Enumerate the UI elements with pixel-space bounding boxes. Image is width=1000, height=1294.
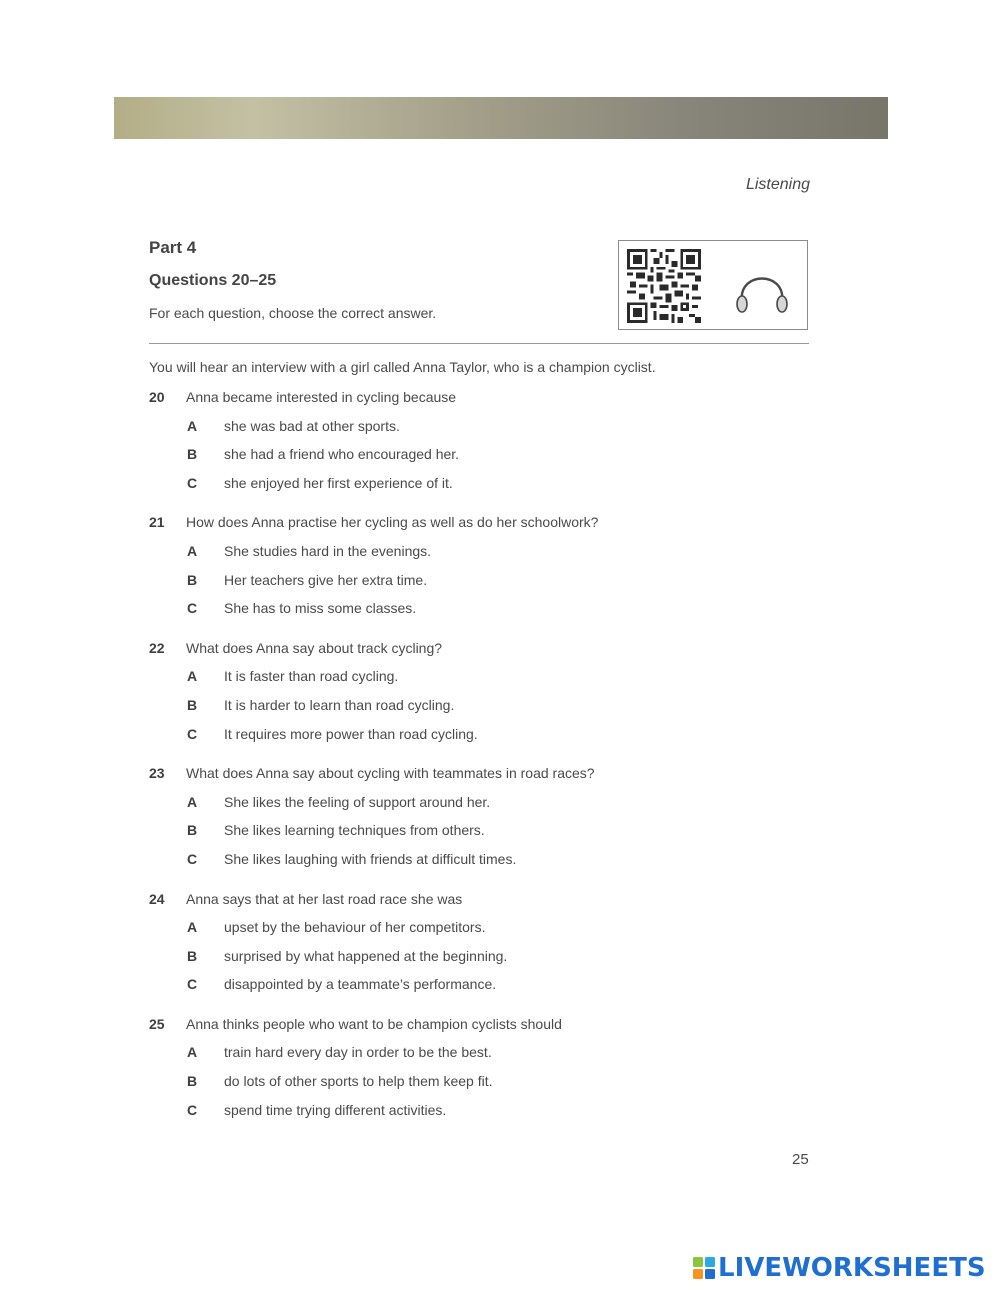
- answer-option[interactable]: [149, 697, 809, 726]
- question-25: [149, 1016, 809, 1130]
- liveworksheets-logo[interactable]: [693, 1255, 986, 1281]
- question-text: What does Anna say about track cycling?: [186, 639, 443, 656]
- option-letter: B: [187, 696, 198, 713]
- option-letter: A: [187, 417, 198, 434]
- answer-option[interactable]: [149, 1102, 809, 1131]
- question-24: [149, 891, 809, 1005]
- option-text: disappointed by a teammate’s performance.: [224, 976, 497, 993]
- option-text: train hard every day in order to be the best.: [224, 1044, 492, 1061]
- question-list: [149, 389, 809, 1141]
- audio-media-box: [618, 240, 808, 330]
- option-letter: A: [187, 1044, 198, 1061]
- qr-code-icon[interactable]: [627, 249, 701, 323]
- option-text: she enjoyed her first experience of it.: [224, 474, 453, 491]
- question-text: What does Anna say about cycling with teammates in road races?: [186, 765, 595, 782]
- option-letter: B: [187, 446, 198, 463]
- answer-option[interactable]: [149, 726, 809, 755]
- answer-option[interactable]: [149, 822, 809, 851]
- question-number: 24: [149, 890, 165, 907]
- answer-option[interactable]: [149, 668, 809, 697]
- header-band: [114, 97, 888, 139]
- intro-text: You will hear an interview with a girl called Anna Taylor, who is a champion cyclist.: [149, 359, 656, 375]
- option-letter: A: [187, 793, 198, 810]
- option-letter: B: [187, 571, 198, 588]
- option-text: It requires more power than road cycling.: [224, 725, 478, 742]
- option-text: surprised by what happened at the beginning.: [224, 947, 508, 964]
- liveworksheets-mark-icon: [693, 1257, 715, 1279]
- question-text: How does Anna practise her cycling as well as do her schoolwork?: [186, 514, 599, 531]
- option-text: She likes laughing with friends at difficult times.: [224, 850, 517, 867]
- question-number: 20: [149, 389, 165, 405]
- answer-option[interactable]: [149, 446, 809, 475]
- option-text: she was bad at other sports.: [224, 417, 400, 434]
- option-letter: C: [187, 725, 198, 742]
- option-text: She has to miss some classes.: [224, 600, 417, 617]
- option-letter: C: [187, 600, 198, 617]
- option-letter: A: [187, 919, 198, 936]
- question-23: [149, 765, 809, 879]
- answer-option[interactable]: [149, 851, 809, 880]
- section-divider: [149, 343, 809, 344]
- option-text: spend time trying different activities.: [224, 1101, 447, 1118]
- answer-option[interactable]: [149, 1073, 809, 1102]
- option-letter: A: [187, 542, 198, 559]
- option-letter: B: [187, 822, 198, 839]
- option-letter: C: [187, 1101, 198, 1118]
- answer-option[interactable]: [149, 948, 809, 977]
- option-letter: A: [187, 668, 198, 685]
- section-label: Listening: [745, 176, 810, 193]
- question-number: 22: [149, 639, 165, 656]
- option-text: she had a friend who encouraged her.: [224, 446, 460, 463]
- option-text: She studies hard in the evenings.: [224, 542, 432, 559]
- answer-option[interactable]: [149, 600, 809, 629]
- question-number: 23: [149, 765, 165, 782]
- option-letter: C: [187, 474, 198, 491]
- option-letter: C: [187, 850, 198, 867]
- question-text: Anna says that at her last road race she was: [186, 890, 463, 907]
- option-text: It is faster than road cycling.: [224, 668, 399, 685]
- answer-option[interactable]: [149, 976, 809, 1005]
- option-text: She likes the feeling of support around her.: [224, 793, 491, 810]
- answer-option[interactable]: [149, 1044, 809, 1073]
- option-text: do lots of other sports to help them keep fit.: [224, 1073, 493, 1090]
- headphones-icon: [733, 257, 791, 317]
- answer-option[interactable]: [149, 418, 809, 447]
- page-number: 25: [792, 1151, 809, 1168]
- option-letter: B: [187, 947, 198, 964]
- option-letter: B: [187, 1073, 198, 1090]
- answer-option[interactable]: [149, 475, 809, 504]
- question-20: [149, 389, 809, 503]
- question-21: [149, 514, 809, 628]
- answer-option[interactable]: [149, 794, 809, 823]
- instruction-text: For each question, choose the correct answer.: [149, 305, 437, 321]
- question-text: Anna thinks people who want to be champion cyclists should: [186, 1015, 562, 1032]
- option-text: She likes learning techniques from others.: [224, 822, 485, 839]
- question-22: [149, 640, 809, 754]
- option-text: It is harder to learn than road cycling.: [224, 696, 455, 713]
- questions-range: Questions 20–25: [149, 272, 277, 289]
- option-letter: C: [187, 976, 198, 993]
- question-number: 21: [149, 514, 165, 531]
- part-title: Part 4: [149, 238, 197, 257]
- answer-option[interactable]: [149, 919, 809, 948]
- brand-name: LIVEWORKSHEETS: [718, 1253, 986, 1283]
- question-text: Anna became interested in cycling because: [186, 389, 457, 405]
- answer-option[interactable]: [149, 543, 809, 572]
- option-text: Her teachers give her extra time.: [224, 571, 428, 588]
- question-number: 25: [149, 1015, 165, 1032]
- option-text: upset by the behaviour of her competitors.: [224, 919, 486, 936]
- answer-option[interactable]: [149, 572, 809, 601]
